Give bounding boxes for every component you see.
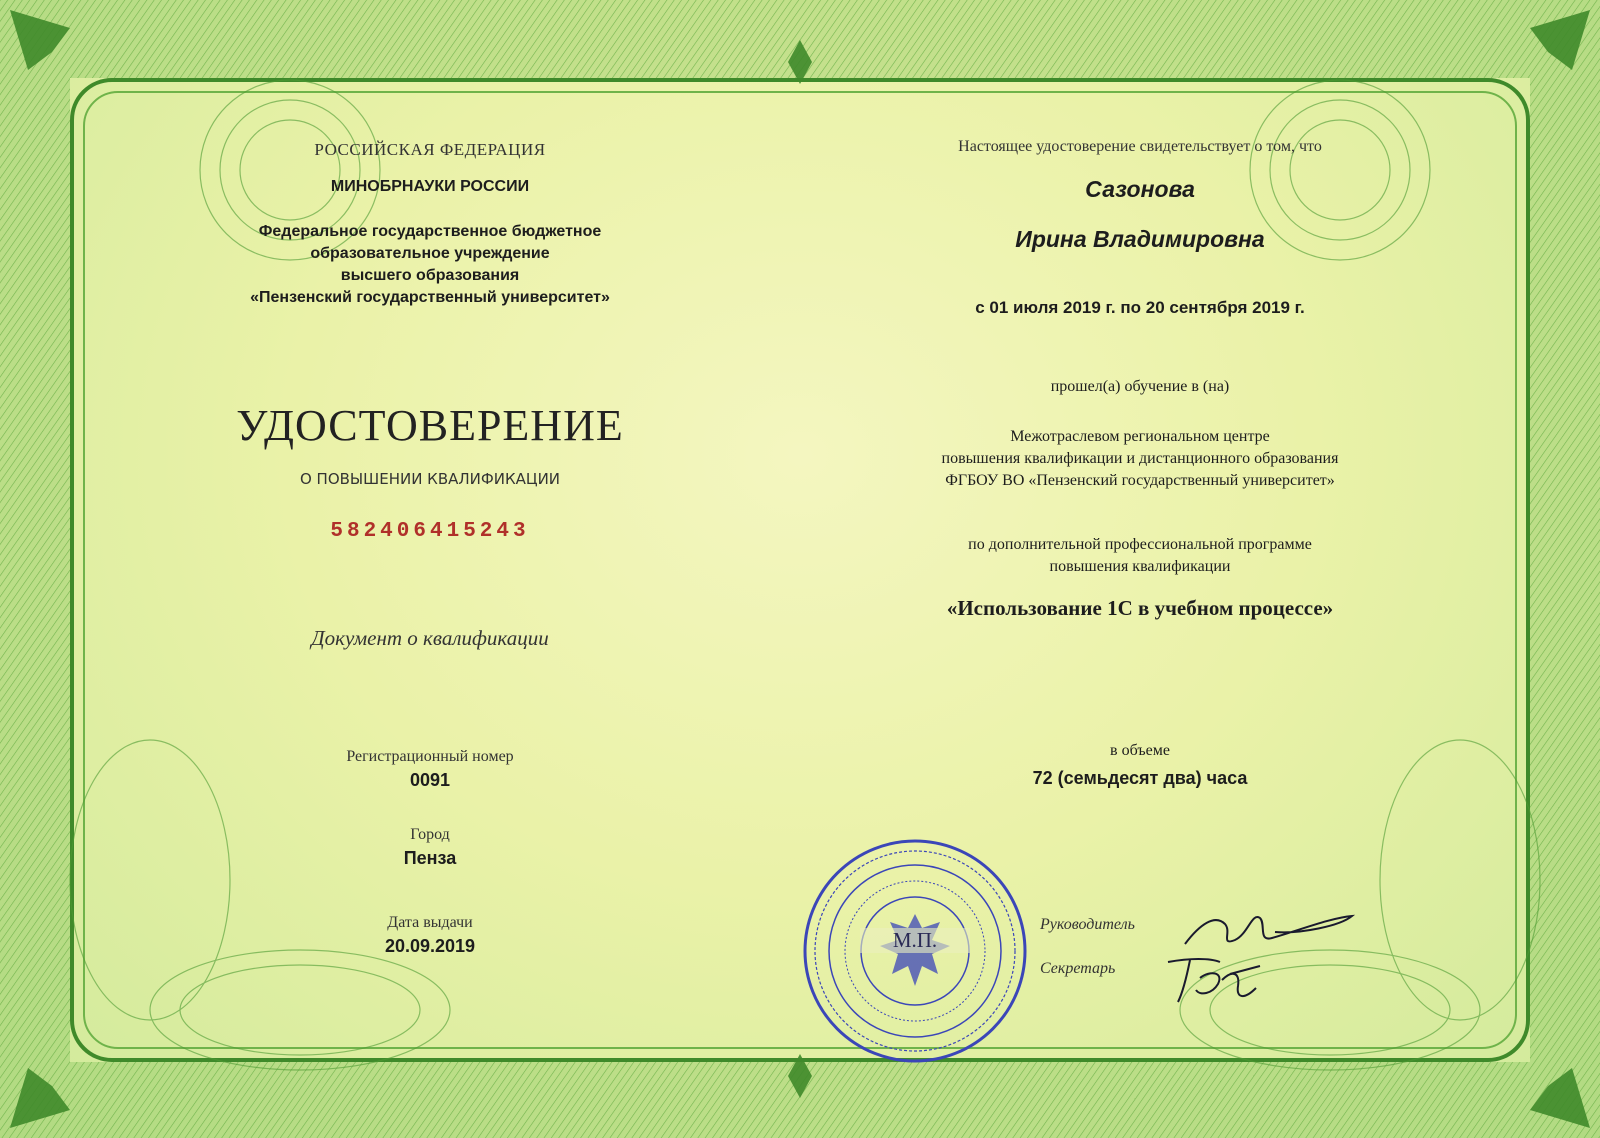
serial-number: 582406415243 [330, 520, 530, 543]
institution-line: «Пензенский государственный университет» [250, 289, 610, 306]
city-label: Город [410, 826, 450, 843]
city-value: Пенза [403, 848, 457, 868]
training-center-line: повышения квалификации и дистанционного образования [941, 450, 1339, 467]
document-subtitle: О ПОВЫШЕНИИ КВАЛИФИКАЦИИ [299, 470, 561, 488]
volume-label: в объеме [1110, 742, 1170, 759]
document-title: УДОСТОВЕРЕНИЕ [236, 401, 624, 450]
trained-at-label: прошел(а) обучение в (на) [1050, 378, 1230, 395]
program-name: «Использование 1С в учебном процессе» [946, 596, 1334, 620]
holder-surname: Сазонова [1085, 176, 1195, 202]
program-line: по дополнительной профессиональной программе [968, 536, 1312, 553]
training-period: с 01 июля 2019 г. по 20 сентября 2019 г. [975, 298, 1305, 317]
issue-date-label: Дата выдачи [387, 914, 473, 931]
stamp-mark: М.П. [860, 928, 970, 953]
training-center-line: ФГБОУ ВО «Пензенский государственный университет» [945, 472, 1335, 489]
secretary-signature [1160, 950, 1280, 1010]
volume-value: 72 (семьдесят два) часа [1032, 768, 1248, 788]
ministry-name: МИНОБРНАУКИ РОССИИ [330, 178, 530, 195]
registration-number: 0091 [409, 770, 451, 790]
official-seal [800, 836, 1030, 1066]
training-center-line: Межотраслевом региональном центре [1010, 428, 1270, 445]
institution-line: Федеральное государственное бюджетное [258, 223, 602, 240]
country-name: РОССИЙСКАЯ ФЕДЕРАЦИЯ [314, 140, 546, 159]
institution-line: высшего образования [340, 267, 520, 284]
issue-date-value: 20.09.2019 [384, 936, 476, 956]
program-line: повышения квалификации [1049, 558, 1231, 575]
holder-given-names: Ирина Владимировна [1015, 226, 1265, 252]
certifies-intro: Настоящее удостоверение свидетельствует о том, что [958, 138, 1322, 155]
document-type: Документ о квалификации [311, 626, 549, 650]
secretary-signature-label: Секретарь [1040, 960, 1116, 977]
registration-label: Регистрационный номер [346, 748, 514, 765]
institution-line: образовательное учреждение [310, 245, 550, 262]
head-signature-label: Руководитель [1040, 916, 1135, 933]
